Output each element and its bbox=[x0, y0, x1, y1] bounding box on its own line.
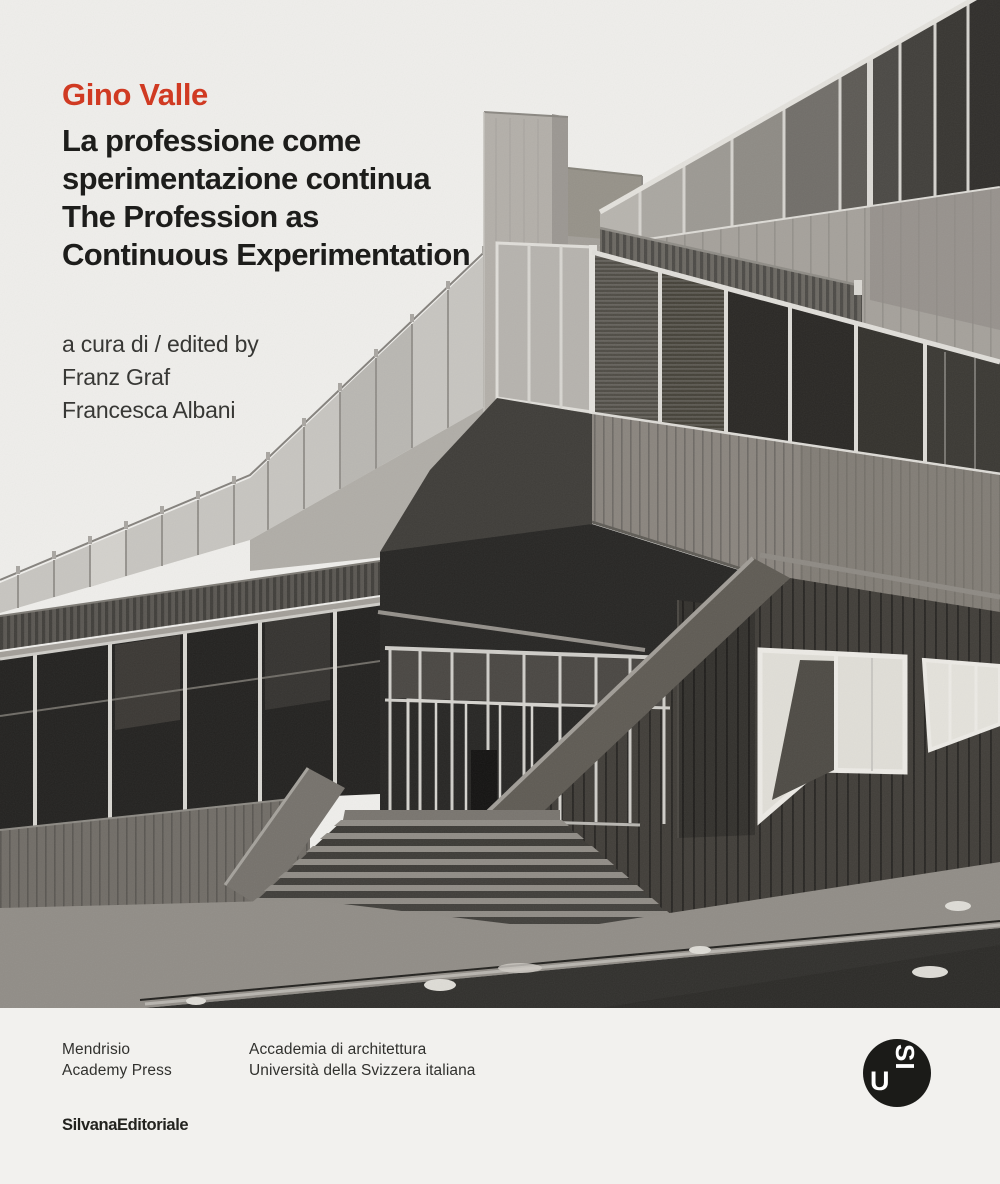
publisher-line: Mendrisio bbox=[62, 1041, 131, 1058]
book-title bbox=[62, 122, 470, 274]
title-line: Continuous Experimentation bbox=[62, 237, 471, 272]
title-line: sperimentazione continua bbox=[62, 161, 430, 196]
usi-logo bbox=[863, 1039, 931, 1107]
usi-letter-u: U bbox=[870, 1066, 890, 1096]
author-name: Gino Valle bbox=[62, 77, 208, 112]
publisher-line: Academy Press bbox=[62, 1061, 172, 1079]
publisher-block bbox=[62, 1040, 172, 1081]
institution-block bbox=[249, 1040, 476, 1081]
institution-line: Università della Svizzera italiana bbox=[249, 1061, 476, 1079]
edited-by-label: a cura di / edited by bbox=[62, 331, 259, 357]
usi-letters-si: SI bbox=[890, 1044, 920, 1071]
institution-line: Accademia di architettura bbox=[249, 1041, 427, 1058]
title-line: La professione come bbox=[62, 123, 361, 158]
editor-name: Francesca Albani bbox=[62, 397, 236, 423]
silvana-editoriale-logo: SilvanaEditoriale bbox=[62, 1116, 189, 1134]
editors-block bbox=[62, 328, 259, 427]
title-line: The Profession as bbox=[62, 199, 319, 234]
editor-name: Franz Graf bbox=[62, 364, 170, 390]
